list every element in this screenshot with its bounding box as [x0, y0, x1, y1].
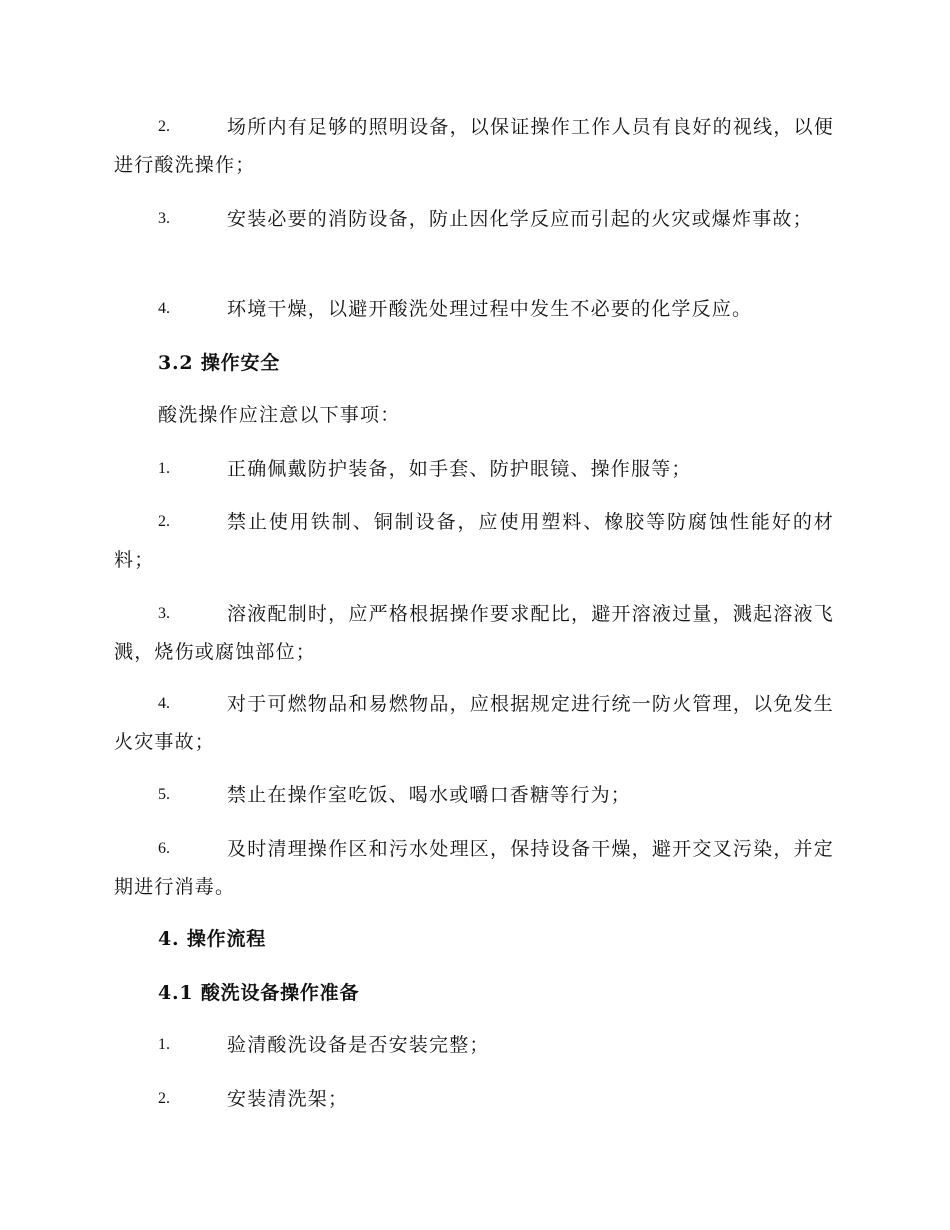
list-number: 3.: [158, 605, 170, 622]
list-text: 及时清理操作区和污水处理区，保持设备干燥，避开交叉污染，并定期进行消毒。: [114, 838, 834, 898]
list-item: [114, 1026, 834, 1064]
list-text: 正确佩戴防护装备，如手套、防护眼镜、操作服等；: [227, 458, 692, 480]
list-item: [114, 595, 834, 671]
safety-list: [114, 503, 834, 579]
list-text: 安装必要的消防设备，防止因化学反应而引起的火灾或爆炸事故；: [227, 208, 813, 230]
list-item: [114, 503, 834, 579]
list-item: [114, 830, 834, 906]
section-heading-4-1: 4.1 酸洗设备操作准备: [158, 982, 360, 1004]
prep-list: [114, 1080, 834, 1118]
environment-list: [114, 290, 834, 328]
list-number: 5.: [158, 786, 170, 803]
list-number: 2.: [158, 118, 170, 135]
safety-list: [114, 685, 834, 761]
safety-list: [114, 830, 834, 906]
list-text: 对于可燃物品和易燃物品，应根据规定进行统一防火管理，以免发生火灾事故；: [114, 693, 834, 753]
list-item: [114, 450, 834, 488]
list-number: 3.: [158, 210, 170, 227]
safety-list: [114, 595, 834, 671]
section-heading-3-2: 3.2 操作安全: [158, 352, 281, 374]
list-text: 禁止在操作室吃饭、喝水或嚼口香糖等行为；: [227, 784, 632, 806]
list-item: [114, 776, 834, 814]
safety-list: [114, 776, 834, 814]
environment-list: [114, 108, 834, 184]
list-item: [114, 685, 834, 761]
list-number: 1.: [158, 1036, 170, 1053]
prep-list: [114, 1026, 834, 1064]
list-text: 环境干燥，以避开酸洗处理过程中发生不必要的化学反应。: [227, 298, 753, 320]
safety-list: [114, 450, 834, 488]
environment-list: [114, 200, 834, 238]
list-item: [114, 200, 834, 238]
list-number: 4.: [158, 695, 170, 712]
list-text: 安装清洗架；: [227, 1088, 349, 1110]
section-intro: 酸洗操作应注意以下事项：: [158, 404, 401, 426]
list-text: 场所内有足够的照明设备，以保证操作工作人员有良好的视线，以便进行酸洗操作；: [114, 116, 834, 176]
list-number: 2.: [158, 1090, 170, 1107]
list-number: 2.: [158, 513, 170, 530]
list-number: 6.: [158, 840, 170, 857]
list-item: [114, 1080, 834, 1118]
list-text: 溶液配制时，应严格根据操作要求配比，避开溶液过量，溅起溶液飞溅，烧伤或腐蚀部位；: [114, 603, 834, 663]
list-text: 禁止使用铁制、铜制设备，应使用塑料、橡胶等防腐蚀性能好的材料；: [114, 511, 834, 571]
list-number: 4.: [158, 300, 170, 317]
list-item: [114, 108, 834, 184]
list-text: 验清酸洗设备是否安装完整；: [227, 1034, 490, 1056]
section-heading-4: 4. 操作流程: [158, 928, 267, 950]
list-number: 1.: [158, 460, 170, 477]
list-item: [114, 290, 834, 328]
